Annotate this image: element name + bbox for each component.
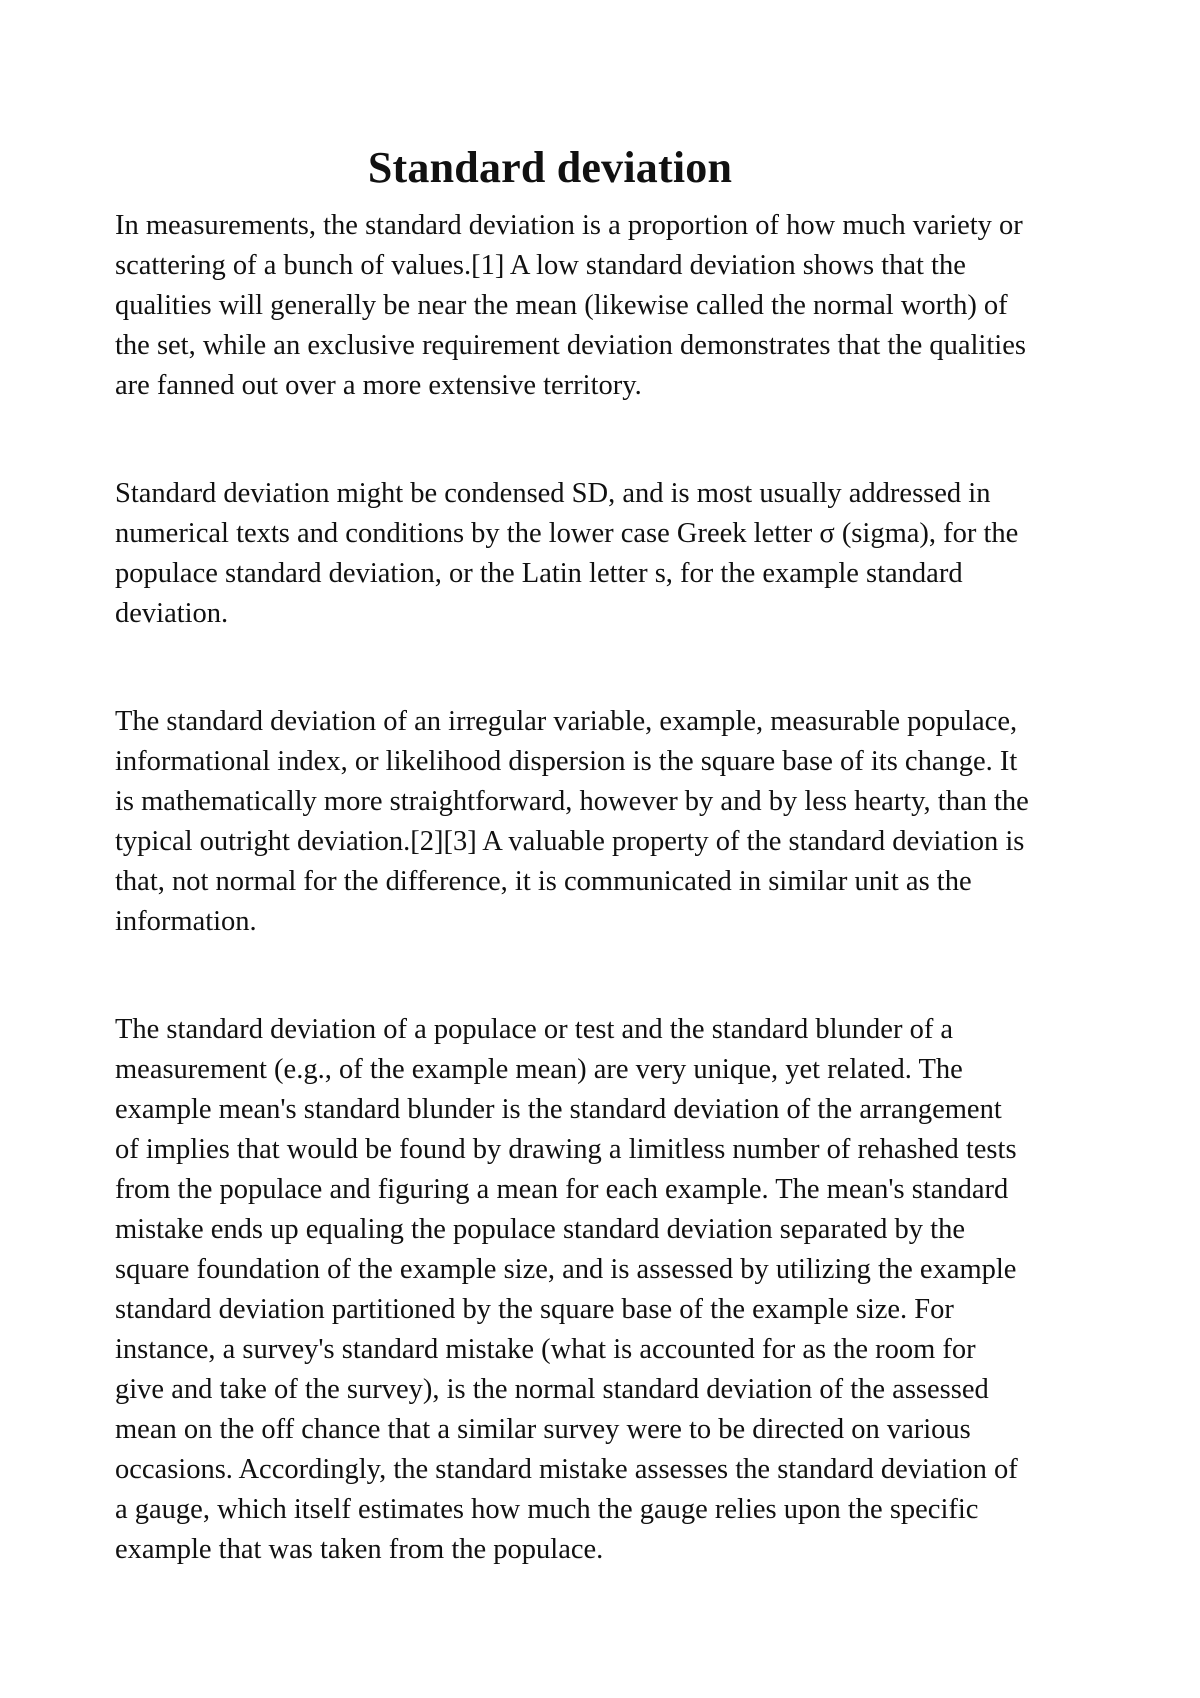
text-line: example that was taken from the populace. [115, 1534, 604, 1565]
text-line: the set, while an exclusive requirement deviation demonstrates that the qualities [115, 330, 1026, 361]
text-line: numerical texts and conditions by the lower case Greek letter σ (sigma), for the [115, 518, 1019, 549]
text-line: information. [115, 906, 257, 937]
text-line: are fanned out over a more extensive territory. [115, 370, 642, 401]
text-line: Standard deviation might be condensed SD, and is most usually addressed in [115, 478, 991, 509]
text-line: deviation. [115, 598, 229, 629]
paragraph-3 [115, 702, 1115, 942]
text-line: measurement (e.g., of the example mean) are very unique, yet related. The [115, 1054, 963, 1085]
paragraph-2 [115, 474, 1115, 634]
text-line: from the populace and figuring a mean for each example. The mean's standard [115, 1174, 1009, 1205]
document-title: Standard deviation [367, 143, 733, 192]
text-line: mistake ends up equaling the populace standard deviation separated by the [115, 1214, 965, 1245]
text-line: mean on the off chance that a similar survey were to be directed on various [115, 1414, 971, 1445]
text-line: informational index, or likelihood dispersion is the square base of its change. It [115, 746, 1018, 777]
text-line: of implies that would be found by drawing a limitless number of rehashed tests [115, 1134, 1017, 1165]
text-line: occasions. Accordingly, the standard mistake assesses the standard deviation of [115, 1454, 1018, 1485]
text-line: that, not normal for the difference, it is communicated in similar unit as the [115, 866, 972, 897]
text-line: The standard deviation of a populace or test and the standard blunder of a [115, 1014, 954, 1045]
text-line: standard deviation partitioned by the square base of the example size. For [115, 1294, 954, 1325]
text-line: In measurements, the standard deviation is a proportion of how much variety or [115, 210, 1023, 241]
text-line: example mean's standard blunder is the standard deviation of the arrangement [115, 1094, 1002, 1125]
text-line: The standard deviation of an irregular variable, example, measurable populace, [115, 706, 1018, 737]
text-line: scattering of a bunch of values.[1] A low standard deviation shows that the [115, 250, 966, 281]
paragraph-4 [115, 1010, 1115, 1570]
document-body [115, 206, 1115, 1570]
text-line: square foundation of the example size, and is assessed by utilizing the example [115, 1254, 1017, 1285]
text-line: is mathematically more straightforward, however by and by less hearty, than the [115, 786, 1029, 817]
text-line: give and take of the survey), is the normal standard deviation of the assessed [115, 1374, 989, 1405]
text-line: populace standard deviation, or the Latin letter s, for the example standard [115, 558, 963, 589]
text-line: instance, a survey's standard mistake (what is accounted for as the room for [115, 1334, 976, 1365]
paragraph-1 [115, 206, 1115, 406]
text-line: typical outright deviation.[2][3] A valuable property of the standard deviation is [115, 826, 1025, 857]
text-line: qualities will generally be near the mean (likewise called the normal worth) of [115, 290, 1008, 321]
text-line: a gauge, which itself estimates how much the gauge relies upon the specific [115, 1494, 979, 1525]
